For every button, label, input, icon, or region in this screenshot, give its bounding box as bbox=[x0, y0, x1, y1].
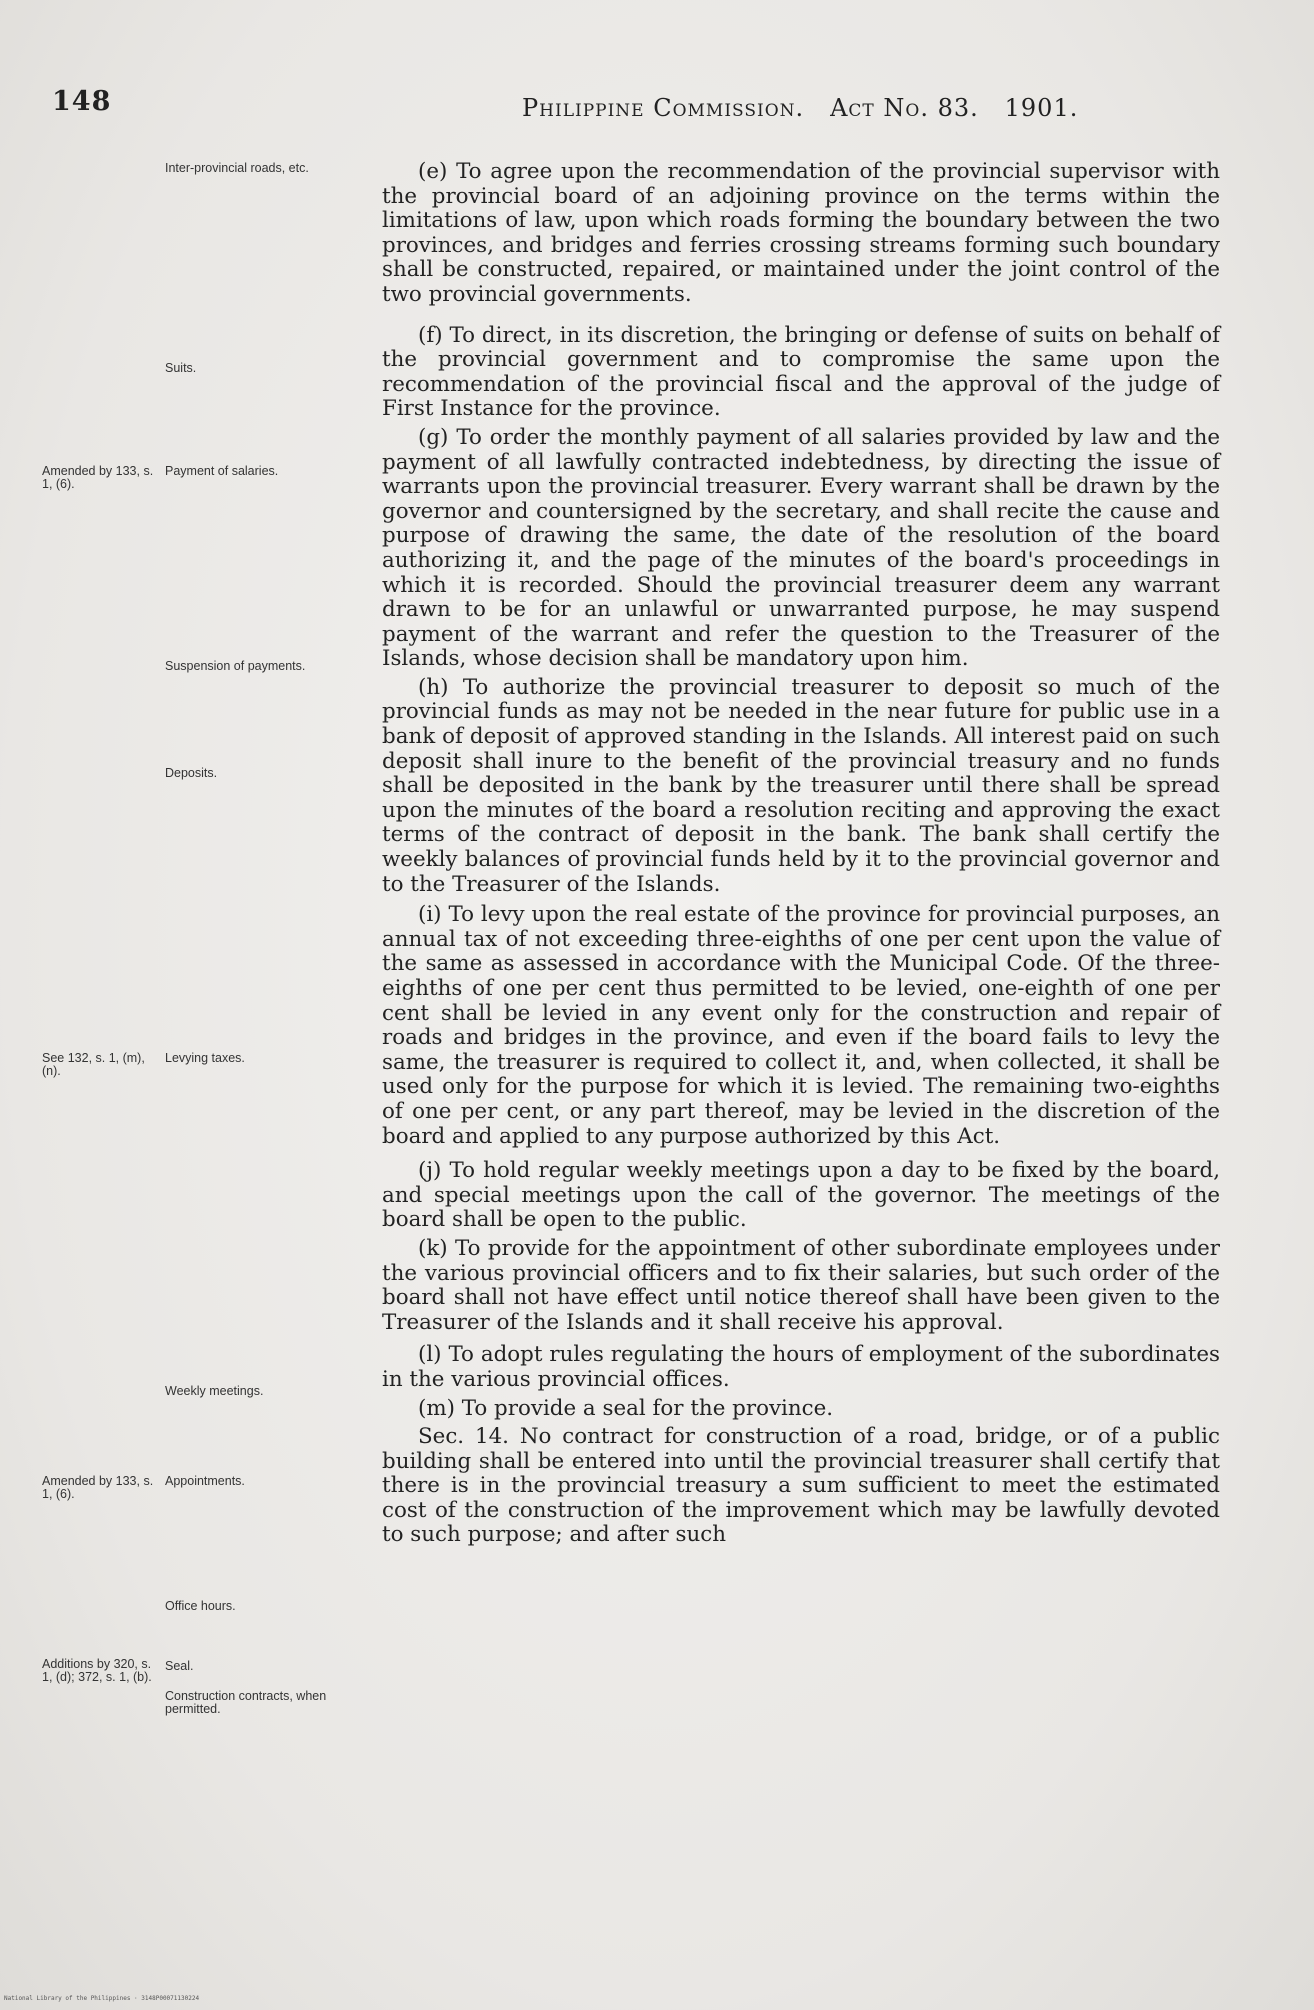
margin-note-weekly-meetings: Weekly meetings. bbox=[165, 1384, 264, 1398]
running-head-act: Act No. 83. bbox=[830, 94, 979, 122]
body-text bbox=[382, 160, 1220, 1548]
paragraph-e: (e) To agree upon the recommendation of the provincial supervisor with the provincial board of an adjoining province on the terms within the limitations of law, upon which roads forming the boundary between the two provinces, and bridges and ferries crossing streams forming such boundary shall be constructed, repaired, or maintained under the joint control of the two provincial governments. bbox=[382, 159, 1220, 307]
margin-note-additions: Additions by 320, s. 1, (d); 372, s. 1, (b). bbox=[42, 1657, 152, 1684]
margin-note-suspension: Suspension of payments. bbox=[165, 659, 306, 673]
margin-note-payment-of-salaries: Payment of salaries. bbox=[165, 464, 279, 478]
margin-note-appointments: Appointments. bbox=[165, 1474, 245, 1488]
page-number: 148 bbox=[52, 86, 112, 117]
paragraph-g: (g) To order the monthly payment of all salaries provided by law and the payment of all lawfully contracted indebtedness, by directing the issue of warrants upon the provincial treasurer. Every warrant shall be drawn by the governor and countersigned by the secretary, and shall recite the cause and purpose of drawing the same, the date of the resolution of the board authorizing it, and the page of the minutes of the board's proceedings in which it is recorded. Should the provincial treasurer deem any warrant drawn to be for an unlawful or unwarranted purpose, he may suspend payment of the warrant and refer the question to the Treasurer of the Islands, whose decision shall be mandatory upon him. bbox=[382, 424, 1220, 672]
margin-note-inter-provincial: Inter-provincial roads, etc. bbox=[165, 161, 309, 175]
paragraph-k: (k) To provide for the appointment of other subordinate employees under the various provincial officers and to fix their salaries, but such order of the board shall not have effect until notice thereof shall have been given to the Treasurer of the Islands and it shall receive his approval. bbox=[382, 1235, 1220, 1335]
running-head-title: Philippine Commission. bbox=[522, 94, 805, 122]
paragraph-f: (f) To direct, in its discretion, the bringing or defense of suits on behalf of the provincial government and to compromise the same upon the recommendation of the provincial fiscal and the approval of the judge of First Instance for the province. bbox=[382, 322, 1220, 422]
paragraph-l: (l) To adopt rules regulating the hours of employment of the subordinates in the various provincial offices. bbox=[382, 1342, 1220, 1392]
margin-note-office-hours: Office hours. bbox=[165, 1599, 236, 1613]
margin-note-amended-2: Amended by 133, s. 1, (6). bbox=[42, 1474, 154, 1501]
paragraph-j: (j) To hold regular weekly meetings upon a day to be fixed by the board, and special meetings upon the call of the governor. The meetings of the board shall be open to the public. bbox=[382, 1158, 1220, 1233]
margin-note-amended-1: Amended by 133, s. 1, (6). bbox=[42, 464, 154, 491]
running-head-year: 1901. bbox=[1004, 94, 1079, 122]
margin-note-suits: Suits. bbox=[165, 361, 197, 375]
scan-credit: National Library of the Philippines · 3148P00071130224 bbox=[4, 1995, 200, 2002]
margin-note-construction-contracts: Construction contracts, when permitted. bbox=[165, 1689, 327, 1716]
paragraph-h: (h) To authorize the provincial treasurer to deposit so much of the provincial funds as may not be needed in the near future for public use in a bank of deposit of approved standing in the Islands. All interest paid on such deposit shall inure to the benefit of the provincial treasury and no funds shall be deposited in the bank by the treasurer until there shall be spread upon the minutes of the board a resolution reciting and approving the exact terms of the contract of deposit in the bank. The bank shall certify the weekly balances of provincial funds held by it to the provincial governor and to the Treasurer of the Islands. bbox=[382, 674, 1220, 897]
margin-note-see-132: See 132, s. 1, (m), (n). bbox=[42, 1051, 145, 1078]
margin-note-seal: Seal. bbox=[165, 1659, 194, 1673]
paragraph-i: (i) To levy upon the real estate of the province for provincial purposes, an annual tax of not exceeding three-eighths of one per cent upon the value of the same as assessed in accordance with the Municipal Code. Of the three-eighths of one per cent thus permitted to be levied, one-eighth of one per cent shall be levied in any event only for the construction and repair of roads and bridges in the province, and even if the board fails to levy the same, the treasurer is required to collect it, and, when collected, it shall be used only for the purpose for which it is levied. The remaining two-eighths of one per cent, or any part thereof, may be levied in the discretion of the board and applied to any purpose authorized by this Act. bbox=[382, 902, 1220, 1149]
margin-note-deposits: Deposits. bbox=[165, 766, 218, 780]
margin-note-levying-taxes: Levying taxes. bbox=[165, 1051, 245, 1065]
paragraph-sec-14: Sec. 14. No contract for construction of a road, bridge, or of a public building shall be entered into until the provincial treasurer shall certify that there is in the provincial treasury a sum sufficient to meet the estimated cost of the construction of the improvement which may be lawfully devoted to such purpose; and after such bbox=[382, 1424, 1220, 1548]
running-head bbox=[522, 94, 1078, 122]
paragraph-m: (m) To provide a seal for the province. bbox=[418, 1395, 834, 1421]
